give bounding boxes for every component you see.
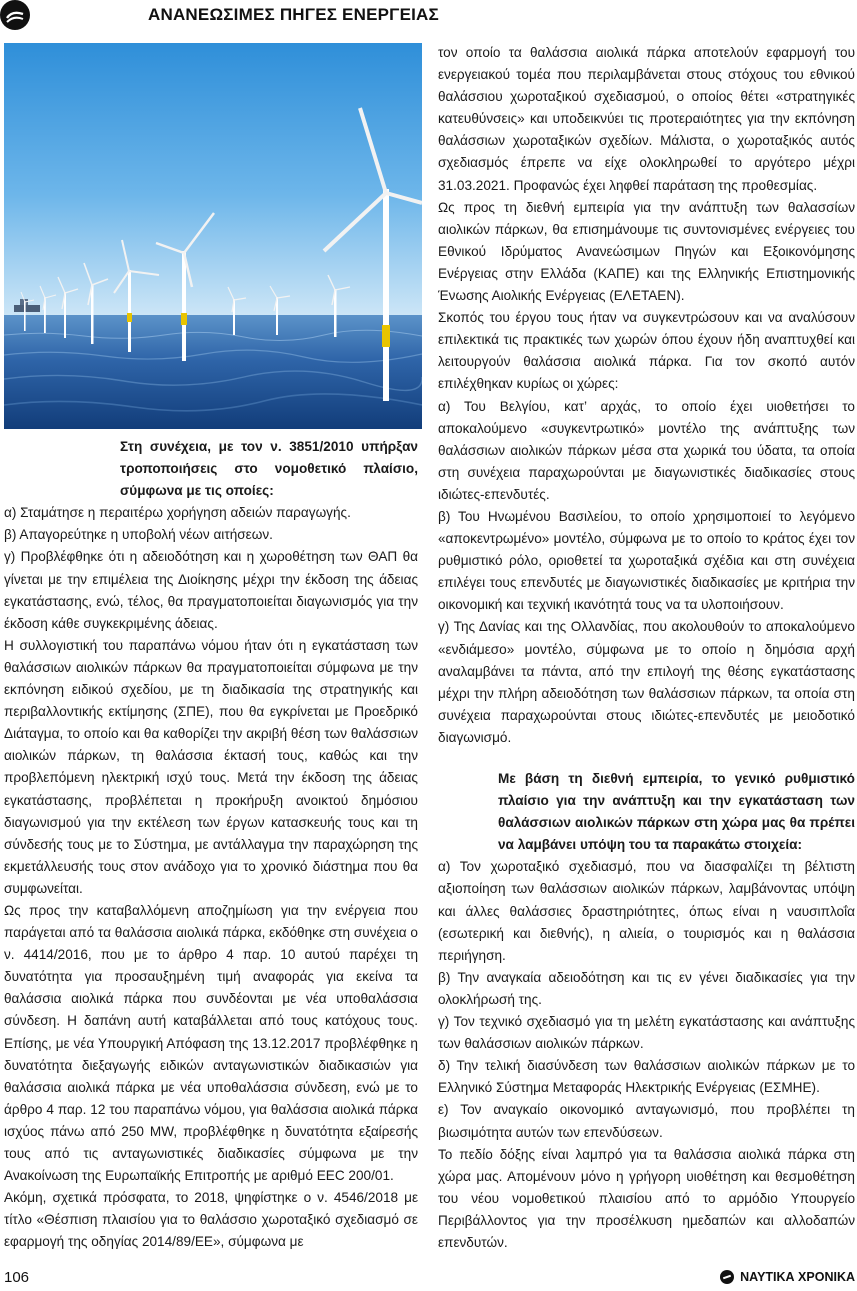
right-paragraph: α) Του Βελγίου, κατ’ αρχάς, το οποίο έχει υιοθετήσει το αποκαλούμενο «συγκεντρωτικό» μοντέλο της ανάπτυξης των θαλάσσιων αιολικών πάρκων μέσα στα χωρικά του ύδατα, τα οποία στη συνέχεια παραχωρούνται με διαγωνιστικές διαδικασίες στους ιδιώτες-επενδυτές.: [438, 398, 855, 502]
right-paragraph: α) Τον χωροταξικό σχεδιασμό, που να διασφαλίζει τη βέλτιστη αξιοποίηση των θαλάσσιων αιολικών πάρκων, λαμβάνοντας υπόψη και άλλες θαλάσσιες δραστηριότητες, όπως είναι η ναυσιπλοΐα (εσωτερική και διεθνής), η αλιεία, ο τουρισμός και η θαλάσσια περιήγηση.: [438, 859, 855, 963]
right-paragraph: β) Του Ηνωμένου Βασιλείου, το οποίο χρησιμοποιεί το λεγόμενο «αποκεντρωμένο» μοντέλο, σύμφωνα με το οποίο το κράτος έχει τον ρυθμιστικό ρόλο, οριοθετεί τα χωροταξικά σχέδια και στη συνέχεια επιλέγει τους επενδυτές με διαγωνιστικές διαδικασίες με κριτήρια την οικονομική και τεχνική ικανότητά τους να τα υλοποιήσουν.: [438, 508, 855, 613]
right-paragraph: γ) Τον τεχνικό σχεδιασμό για τη μελέτη εγκατάστασης και ανάπτυξης των θαλάσσιων αιολικών πάρκων.: [438, 1014, 855, 1052]
right-lead-paragraph: Με βάση τη διεθνή εμπειρία, το γενικό ρυθμιστικό πλαίσιο για την ανάπτυξη και την εγκατάσταση των θαλάσσιων αιολικών πάρκων στη χώρα μας θα πρέπει να λαμβάνει υπόψη του τα παρακάτω στοιχεία:: [498, 771, 855, 853]
publication-label: ΝΑΥΤΙΚΑ ΧΡΟΝΙΚΑ: [740, 1270, 855, 1284]
right-paragraph: ε) Τον αναγκαίο οικονομικό ανταγωνισμό, που προβλέπει τη βιωσιμότητα αυτών των επενδύσεων.: [438, 1102, 855, 1140]
left-paragraph: Η συλλογιστική του παραπάνω νόμου ήταν ότι η εγκατάσταση των θαλάσσιων αιολικών πάρκων θα πραγματοποιείται σύμφωνα με την εκπόνηση ειδικού σχεδίου, με τη διαδικασία της στρατηγικής και περιβαλλοντικής εκτίμησης (ΣΠΕ), που θα εγκρίνεται με Προεδρικό Διάταγμα, το οποίο και θα καθορίζει την ακριβή θέση των θαλάσσιων αιολικών πάρκων, τη θαλάσσια έκτασή τους, καθώς και την προβλεπόμενη ηλεκτρική ισχύ τους. Μετά την έκδοση της άδειας εγκατάστασης, προβλέπεται η προκήρυξη ανοικτού δημόσιου διαγωνισμού για την εκτέλεση των έργων κατασκευής τους και τη σύνδεσής τους με το Σύστημα, με αντάλλαγμα την παραχώρηση της εκμετάλλευσής τους στον ανάδοχο για το χρονικό διάστημα που θα συμφωνείται.: [4, 637, 418, 896]
page-header: [0, 0, 857, 30]
right-paragraph: τον οποίο τα θαλάσσια αιολικά πάρκα αποτελούν εφαρμογή του ενεργειακού τομέα που περιλαμβάνεται στους στόχους του εθνικού θαλάσσιου χωροταξικού σχεδιασμού, ο οποίος θέτει «στρατηγικές κατευθύνσεις» και υποδεικνύει τις προτεραιότητες για την εκπόνηση θαλάσσιων χωροταξικών σχεδίων. Μάλιστα, ο χωροταξικός αυτός σχεδιασμός έπρεπε να είχε ολοκληρωθεί το αργότερο μέχρι 31.03.2021. Προφανώς έχει ληφθεί παράταση της προθεσμίας.: [438, 45, 855, 193]
right-column-text: [438, 42, 855, 749]
right-paragraph: γ) Της Δανίας και της Ολλανδίας, που ακολουθούν το αποκαλούμενο «ενδιάμεσο» μοντέλο, σύμφωνα με το οποίο η δημόσια αρχή αναλαμβάνει τα πάντα, από την επιλογή της θέσης εγκατάστασης μέχρι την πλήρη αδειοδότηση των θαλάσσιων πάρκων, τα οποία στη συνέχεια παραχωρούνται στους ιδιώτες-επενδυτές με μειοδοτικό διαγωνισμό.: [438, 619, 855, 745]
publication-logo-icon: [720, 1270, 734, 1284]
right-column-lower-text: [438, 768, 855, 1254]
page-number: 106: [4, 1269, 30, 1286]
left-paragraph: γ) Προβλέφθηκε ότι η αδειοδότηση και η χωροθέτηση των ΘΑΠ θα γίνεται με την επιμέλεια της Διοίκησης μέχρι την έκδοση της άδειας εγκατάστασης, ενώ, τέλος, θα πραγματοποιείται διαγωνισμός για την έκδοση κάθε συγκεκριμένης άδειας.: [4, 549, 418, 631]
right-paragraph: Το πεδίο δόξης είναι λαμπρό για τα θαλάσσια αιολικά πάρκα στη χώρα μας. Απομένουν μόνο η γρήγορη υιοθέτηση και θεσμοθέτηση του νέου νομοθετικού πλαισίου από το αρμόδιο Υπουργείο Περιβάλλοντος για την προσέλκυση ημεδαπών και αλλοδαπών επενδυτών.: [438, 1146, 855, 1250]
left-paragraph: Ως προς την καταβαλλόμενη αποζημίωση για την ενέργεια που παράγεται από τα θαλάσσια αιολικά πάρκα, εκδόθηκε στη συνέχεια ο ν. 4414/2016, που με το άρθρο 4 παρ. 10 αυτού παρέχει τη δυνατότητα για προσαυξημένη τιμή αναφοράς για εκείνα τα θαλάσσια αιολικά πάρκα που συνδέονται με νέα υποθαλάσσια σύνδεση. Η δαπάνη αυτή καταβάλλεται από τους κατόχους τους. Επίσης, με νέα Υπουργική Απόφαση της 13.12.2017 προβλέφθηκε η δυνατότητα διεξαγωγής ειδικών ανταγωνιστικών διαδικασιών για θαλάσσια αιολικά πάρκα με νέα υποθαλάσσια σύνδεση, ενώ με το άρθρο 4 παρ. 12 του παραπάνω νόμου, για θαλάσσια αιολικά πάρκα ισχύος πάνω από 250 MW, προβλέφθηκε η δυνατότητα εξαίρεσής τους από τις ανταγωνιστικές διαδικασίες σύμφωνα με την Ανακοίνωση της Ευρωπαϊκής Επιτροπής με αριθμό EEC 200/01.: [4, 902, 418, 1184]
right-paragraph: Σκοπός του έργου τους ήταν να συγκεντρώσουν και να αναλύσουν επιλεκτικά τις πρακτικές των χωρών όπου έχουν ήδη αναπτυχθεί και λειτουργούν θαλάσσια αιολικά πάρκα. Για τον σκοπό αυτόν επιλέχθηκαν κυρίως οι χώρες:: [438, 310, 855, 392]
left-lead-paragraph: Στη συνέχεια, με τον ν. 3851/2010 υπήρξαν τροποποιήσεις στο νομοθετικό πλαίσιο, σύμφωνα με τις οποίες:: [120, 439, 418, 499]
left-paragraph: Ακόμη, σχετικά πρόσφατα, το 2018, ψηφίστηκε ο ν. 4546/2018 με τίτλο «Θέσπιση πλαισίου για το θαλάσσιο χωροταξικό σχεδιασμό σε εφαρμογή της οδηγίας 2014/89/ΕΕ», σύμφωνα με: [4, 1190, 418, 1250]
publication-name: [720, 1270, 855, 1284]
offshore-wind-turbines-photo: [4, 43, 422, 429]
section-title: ΑΝΑΝΕΩΣΙΜΕΣ ΠΗΓΕΣ ΕΝΕΡΓΕΙΑΣ: [148, 5, 439, 24]
page-footer: [0, 1266, 857, 1290]
right-paragraph: Ως προς τη διεθνή εμπειρία για την ανάπτυξη των θαλασσίων αιολικών πάρκων, θα επισημάνουμε τις συντονισμένες ενέργειες του Εθνικού Ιδρύματος Ανανεώσιμων Πηγών και Εξοικονόμησης Ενέργειας στην Ελλάδα (ΚΑΠΕ) και της Ελληνικής Επιστημονικής Ένωσης Αιολικής Ενέργειας (ΕΛΕΤΑΕΝ).: [438, 199, 855, 304]
left-column-text: [4, 436, 418, 1253]
left-paragraph: α) Σταμάτησε η περαιτέρω χορήγηση αδειών παραγωγής.: [4, 505, 351, 521]
wave-logo-icon: [0, 0, 30, 30]
left-paragraph: β) Απαγορεύτηκε η υποβολή νέων αιτήσεων.: [4, 527, 273, 543]
right-paragraph: δ) Την τελική διασύνδεση των θαλάσσιων αιολικών πάρκων με το Ελληνικό Σύστημα Μεταφοράς Ηλεκτρικής Ενέργειας (ΕΣΜΗΕ).: [438, 1058, 855, 1096]
right-paragraph: β) Την αναγκαία αδειοδότηση και τις εν γένει διαδικασίες για την ολοκλήρωσή της.: [438, 969, 855, 1007]
